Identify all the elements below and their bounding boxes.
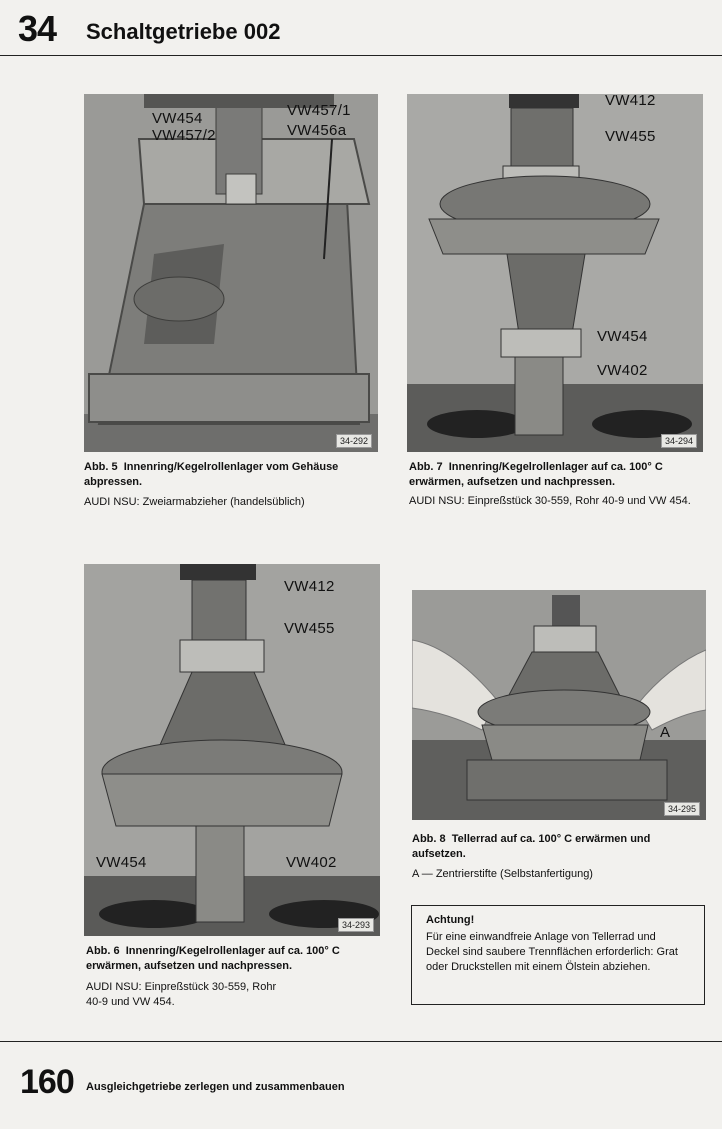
- figure-8-subcaption: A — Zentrierstifte (Selbstanfertigung): [412, 868, 593, 880]
- label-vw454: VW454: [597, 328, 648, 345]
- caption-text: Innenring/Kegelrollenlager auf ca. 100° C erwärmen, aufsetzen und nachpressen.: [86, 945, 340, 972]
- footer-rule: [0, 1041, 722, 1042]
- photo-number: 34-293: [338, 918, 374, 932]
- caption-prefix: Abb. 8: [412, 833, 446, 845]
- label-vw454: VW454: [152, 110, 203, 127]
- caption-prefix: Abb. 7: [409, 461, 443, 473]
- figure-6-subcaption: AUDI NSU: Einpreßstück 30-559, Rohr 40-9 und VW 454.: [86, 981, 277, 1008]
- figure-5-caption: [84, 460, 380, 490]
- photo-number: 34-295: [664, 802, 700, 816]
- label-vw412: VW412: [605, 94, 656, 109]
- caption-prefix: Abb. 6: [86, 945, 120, 957]
- label-vw402: VW402: [286, 854, 337, 871]
- label-vw402: VW402: [597, 362, 648, 379]
- figure-7-photo: [407, 94, 703, 452]
- caption-prefix: Abb. 5: [84, 461, 118, 473]
- caption-text: Innenring/Kegelrollenlager vom Gehäuse abpressen.: [84, 461, 339, 488]
- figure-6-photo: [84, 564, 380, 936]
- chapter-title: Schaltgetriebe 002: [86, 19, 281, 44]
- label-vw454: VW454: [96, 854, 147, 871]
- page-number: 160: [20, 1063, 74, 1101]
- label-vw455: VW455: [284, 620, 335, 637]
- label-vw456a: VW456a: [287, 122, 347, 139]
- photo-number: 34-292: [336, 434, 372, 448]
- photo-number: 34-294: [661, 434, 697, 448]
- note-text: Für eine einwandfreie Anlage von Tellerrad und Deckel sind saubere Trennflächen erforderlich: Grat oder Druckstellen mit einem Ölstein abziehen.: [426, 931, 678, 973]
- header-rule: [0, 55, 722, 56]
- label-vw457-2: VW457/2: [152, 127, 216, 144]
- caption-text: Innenring/Kegelrollenlager auf ca. 100° C erwärmen, aufsetzen und nachpressen.: [409, 461, 663, 488]
- differential-on-press-illustration: [407, 94, 703, 452]
- caption-text: Tellerrad auf ca. 100° C erwärmen und aufsetzen.: [412, 833, 651, 860]
- differential-with-ring-gear-illustration: [84, 564, 380, 936]
- figure-6-caption: [86, 944, 378, 974]
- ring-gear-placement-illustration: [412, 590, 706, 820]
- warning-note-box: [411, 905, 705, 1005]
- figure-5-photo: [84, 94, 378, 452]
- label-vw457-1: VW457/1: [287, 102, 351, 119]
- note-title: Achtung!: [426, 914, 475, 926]
- figure-8-caption: [412, 832, 706, 862]
- figure-5-subcaption: AUDI NSU: Zweiarmabzieher (handelsüblich): [84, 496, 305, 508]
- press-stand-illustration: [84, 94, 378, 452]
- figure-7-caption: [409, 460, 701, 490]
- chapter-number: 34: [18, 8, 57, 49]
- label-a: A: [660, 724, 671, 741]
- label-vw455: VW455: [605, 128, 656, 145]
- footer-section-title: Ausgleichgetriebe zerlegen und zusammenbauen: [86, 1081, 345, 1093]
- label-vw412: VW412: [284, 578, 335, 595]
- figure-7-subcaption: AUDI NSU: Einpreßstück 30-559, Rohr 40-9 und VW 454.: [409, 495, 691, 507]
- figure-8-photo: [412, 590, 706, 820]
